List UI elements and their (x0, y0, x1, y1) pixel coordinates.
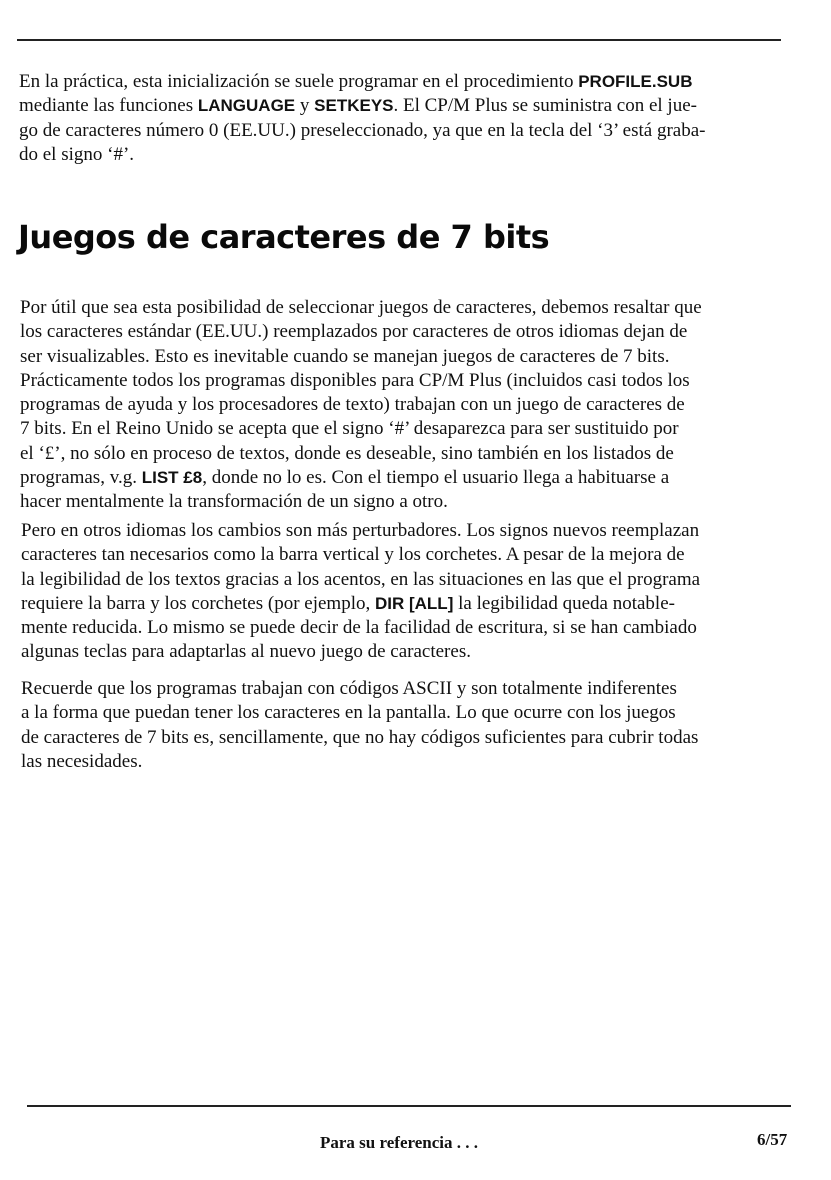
text-line: Pero en otros idiomas los cambios son más perturbadores. Los signos nuevos reemplazan (21, 520, 700, 541)
top-rule (17, 39, 781, 41)
text-line: las necesidades. (21, 750, 143, 772)
command-keyword: DIR [ALL] (374, 593, 454, 613)
text-line: Prácticamente todos los programas disponibles para CP/M Plus (incluidos casi todos los (20, 369, 690, 391)
page-number: 6/57 (757, 1130, 788, 1149)
intro-paragraph (19, 70, 783, 167)
command-keyword: SETKEYS (314, 96, 394, 116)
body-paragraph-1 (20, 296, 785, 515)
text-line: ser visualizables. Esto es inevitable cuando se manejan juegos de caracteres de 7 bits. (20, 345, 670, 367)
section-heading: Juegos de caracteres de 7 bits (18, 218, 550, 256)
text-line: caracteres tan necesarios como la barra vertical y los corchetes. A pesar de la mejora de (21, 544, 685, 566)
text-line: el ‘£’, no sólo en proceso de textos, donde es deseable, sino también en los listados de (20, 442, 674, 464)
text-line: a la forma que puedan tener los caracteres en la pantalla. Lo que ocurre con los juegos (21, 702, 676, 724)
text-line: Por útil que sea esta posibilidad de seleccionar juegos de caracteres, debemos resaltar que (20, 297, 702, 318)
text-line: go de caracteres número 0 (EE.UU.) preseleccionado, ya que en la tecla del ‘3’ está graba- (19, 119, 706, 141)
text-line: los caracteres estándar (EE.UU.) reemplazados por caracteres de otros idiomas dejan de (20, 321, 688, 343)
text-line: 7 bits. En el Reino Unido se acepta que el signo ‘#’ desaparezca para ser sustituido por (20, 418, 679, 440)
command-keyword: LIST £8 (141, 468, 203, 488)
text-line: mediante las funciones LANGUAGE y SETKEYS. El CP/M Plus se suministra con el jue- (19, 95, 697, 117)
command-keyword: PROFILE.SUB (578, 72, 693, 91)
text-line: requiere la barra y los corchetes (por ejemplo, DIR [ALL] la legibilidad queda notable- (21, 592, 675, 614)
text-line: la legibilidad de los textos gracias a los acentos, en las situaciones en las que el programa (21, 568, 701, 590)
text-line: programas de ayuda y los procesadores de texto) trabajan con un juego de caracteres de (20, 394, 685, 416)
text-line: Recuerde que los programas trabajan con códigos ASCII y son totalmente indiferentes (21, 678, 677, 699)
text-line: do el signo ‘#’. (19, 143, 135, 165)
text-line: de caracteres de 7 bits es, sencillamente, que no hay códigos suficientes para cubrir todas (21, 726, 699, 748)
footer-caption: Para su referencia . . . (320, 1133, 478, 1152)
text-line: algunas teclas para adaptarlas al nuevo juego de caracteres. (21, 641, 471, 663)
body-paragraph-3 (21, 677, 788, 774)
text-line: programas, v.g. LIST £8, donde no lo es. Con el tiempo el usuario llega a habituarse a (20, 467, 670, 489)
text-line: hacer mentalmente la transformación de un signo a otro. (20, 491, 448, 513)
command-keyword: LANGUAGE (197, 96, 296, 116)
text-line: mente reducida. Lo mismo se puede decir de la facilidad de escritura, si se han cambiado (21, 617, 697, 639)
body-paragraph-2 (21, 519, 786, 665)
text-line: En la práctica, esta inicialización se suele programar en el procedimiento PROFILE.SUB (19, 71, 693, 92)
bottom-rule (27, 1105, 791, 1107)
